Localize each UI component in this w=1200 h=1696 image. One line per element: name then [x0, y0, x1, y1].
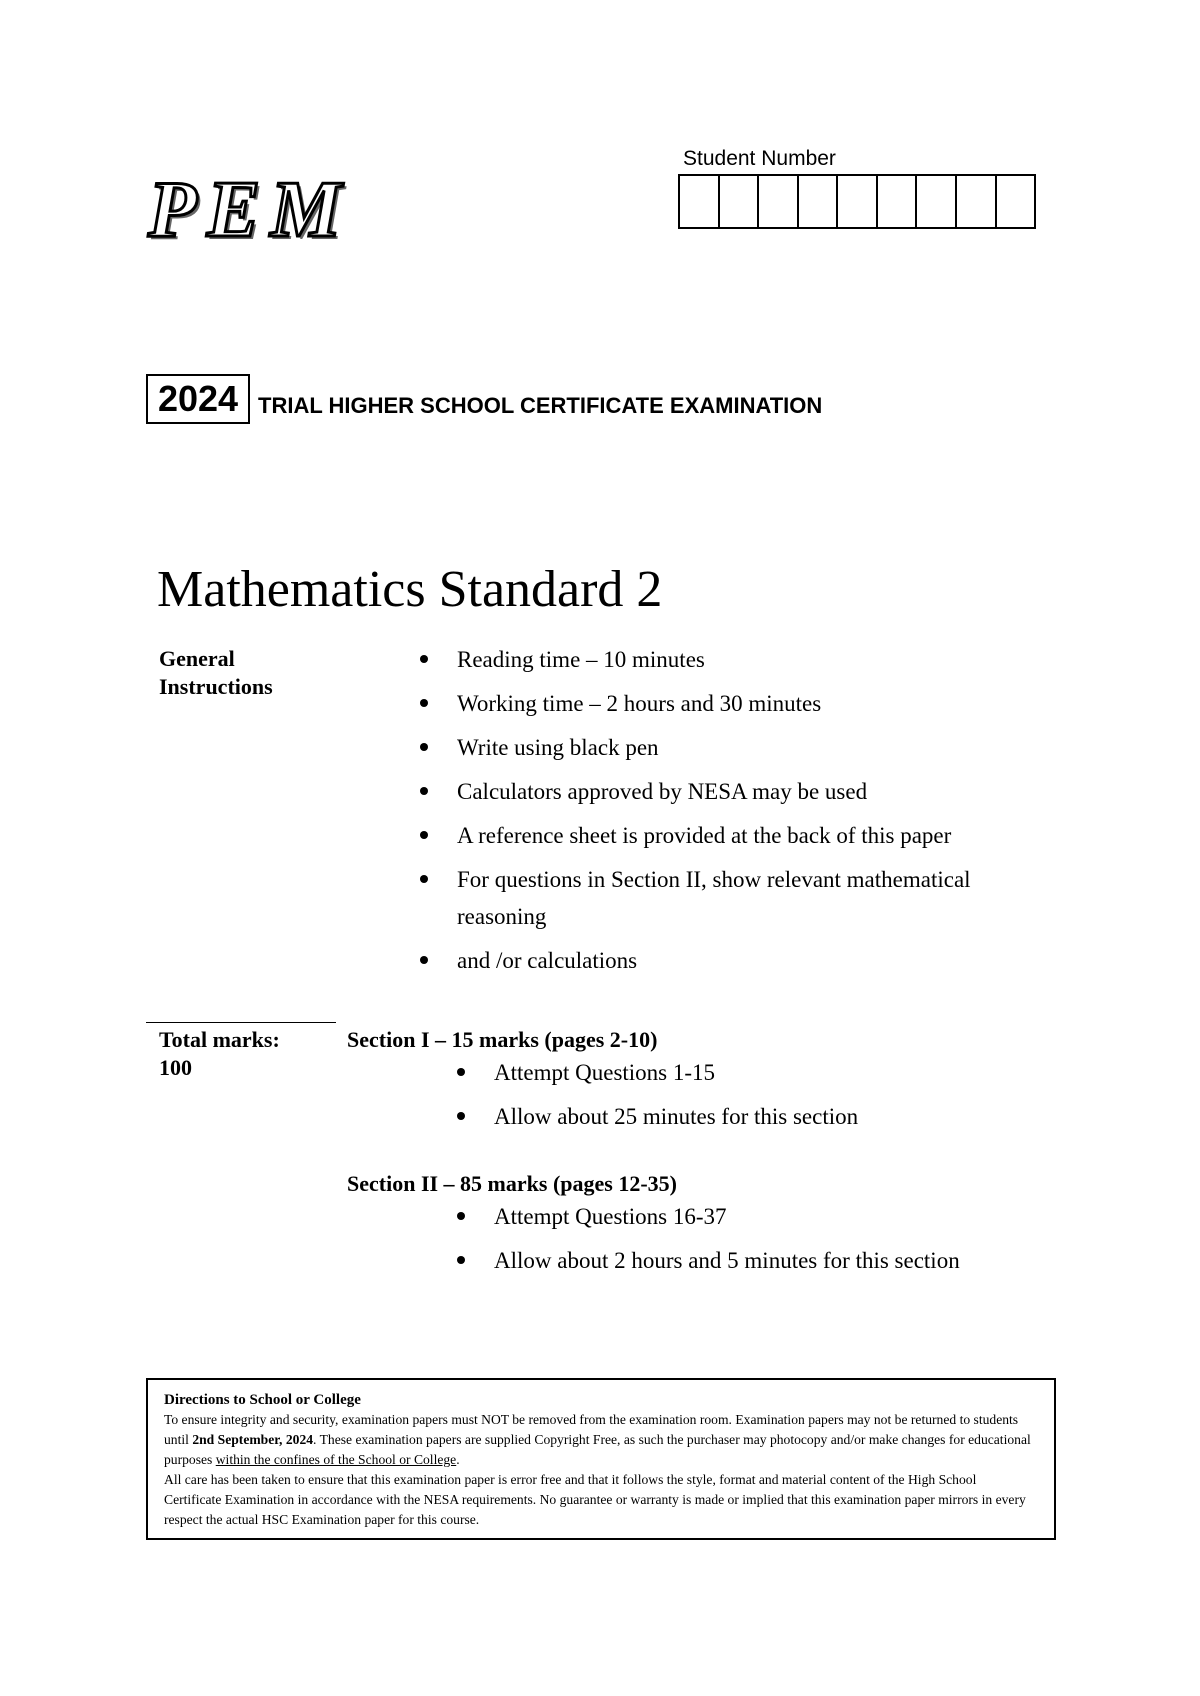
section-1-heading: Section I – 15 marks (pages 2-10) — [347, 1027, 658, 1052]
general-instructions-label — [159, 645, 319, 701]
section-2-heading: Section II – 85 marks (pages 12-35) — [347, 1171, 677, 1196]
student-number-box[interactable] — [799, 176, 839, 227]
student-number-box[interactable] — [997, 176, 1035, 227]
student-number-box[interactable] — [878, 176, 918, 227]
section-2-item: Attempt Questions 16-37 — [457, 1202, 1047, 1231]
total-marks-label: Total marks: — [159, 1027, 280, 1052]
section-1-item: Attempt Questions 1-15 — [457, 1058, 1047, 1087]
directions-text: . — [456, 1452, 460, 1467]
exam-year: 2024 — [146, 374, 250, 424]
student-number-boxes[interactable] — [678, 174, 1036, 229]
directions-paragraph-2: All care has been taken to ensure that this examination paper is error free and that it follows the style, format and material content of the High School Certificate Examination in accordance with the NESA requirements. No guarantee or warranty is made or implied that this examination paper mirrors in every respect the actual HSC Examination paper for this course. — [164, 1472, 1026, 1527]
directions-paragraph-1 — [164, 1410, 1036, 1470]
section-2-item: Allow about 2 hours and 5 minutes for this section — [457, 1246, 1047, 1275]
directions-text: . These examination papers are supplied Copyright Free, as such the purchaser may photocopy and/or make changes for educational purposes — [164, 1432, 1031, 1467]
student-number-box[interactable] — [957, 176, 997, 227]
directions-underlined-text: within the confines of the School or College — [215, 1452, 457, 1467]
directions-box — [146, 1378, 1056, 1540]
directions-text: To ensure integrity and security, examination papers must NOT be removed from the examination room. Examination papers may not be returned to students until — [164, 1412, 1019, 1447]
student-number-box[interactable] — [759, 176, 799, 227]
student-number-box[interactable] — [720, 176, 760, 227]
student-number-box[interactable] — [680, 176, 720, 227]
section-2 — [347, 1170, 1047, 1290]
section-1-item: Allow about 25 minutes for this section — [457, 1102, 1047, 1131]
general-instructions-label-line1: General — [159, 646, 235, 671]
instruction-item: Calculators approved by NESA may be used — [420, 777, 1060, 806]
divider-rule — [146, 1022, 336, 1023]
student-number-label: Student Number — [683, 147, 836, 170]
pem-logo: PEM — [148, 166, 352, 254]
instruction-item: Reading time – 10 minutes — [420, 645, 1060, 674]
total-marks-value: 100 — [159, 1055, 192, 1080]
total-marks — [159, 1026, 280, 1082]
instruction-continuation: reasoning — [457, 904, 547, 929]
student-number-box[interactable] — [917, 176, 957, 227]
general-instructions-label-line2: Instructions — [159, 674, 273, 699]
instruction-item: A reference sheet is provided at the back of this paper — [420, 821, 1060, 850]
directions-date: 2nd September, 2024 — [192, 1432, 314, 1447]
general-instructions-list — [420, 645, 1060, 990]
directions-heading: Directions to School or College — [164, 1392, 361, 1408]
exam-title: TRIAL HIGHER SCHOOL CERTIFICATE EXAMINATION — [258, 393, 823, 418]
instruction-item: Write using black pen — [420, 733, 1060, 762]
instruction-item: Working time – 2 hours and 30 minutes — [420, 689, 1060, 718]
student-number-box[interactable] — [838, 176, 878, 227]
instruction-item: and /or calculations — [420, 946, 1060, 975]
section-1 — [347, 1026, 1047, 1146]
instruction-item: For questions in Section II, show relevant mathematical — [420, 865, 1060, 894]
subject-title: Mathematics Standard 2 — [157, 561, 663, 618]
